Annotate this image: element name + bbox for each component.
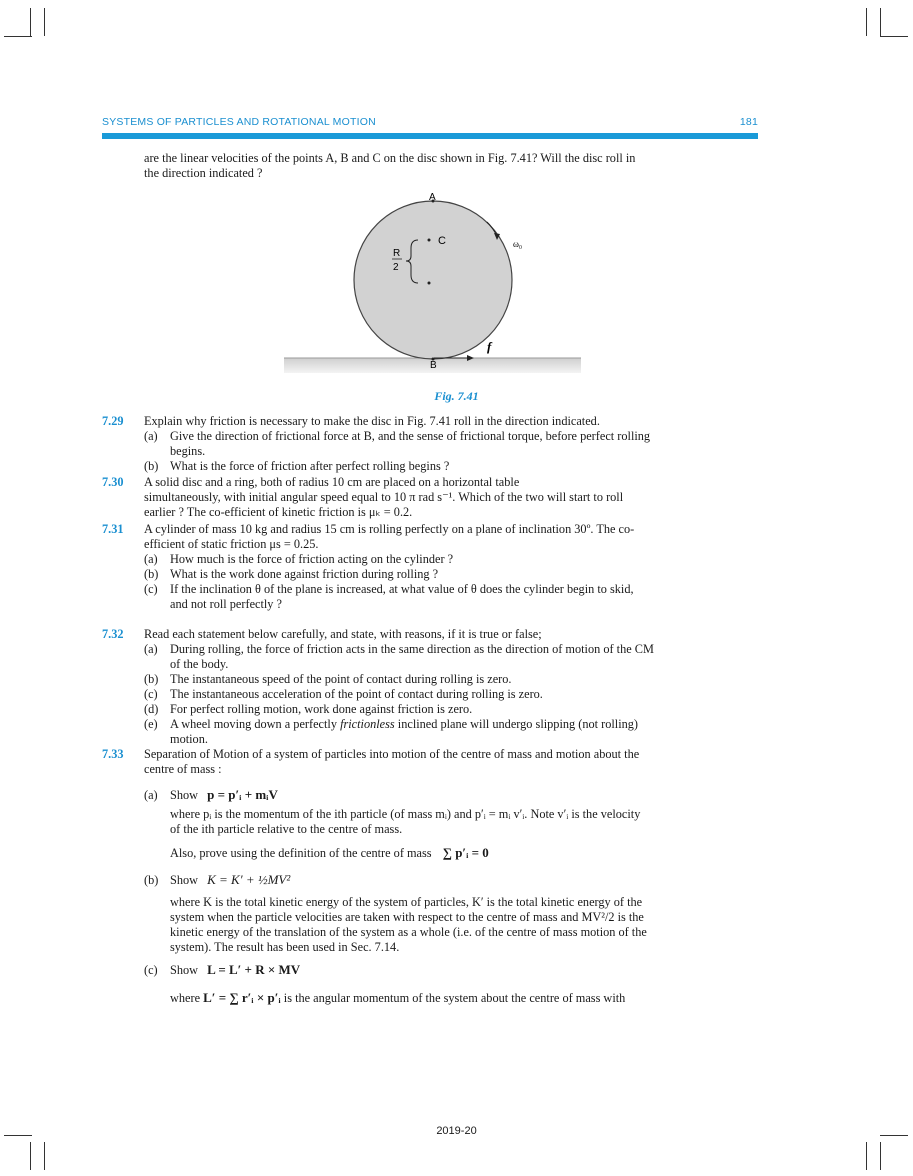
- part-a-also: Also, prove using the definition of the centre of mass ∑ p′ᵢ = 0: [170, 845, 489, 860]
- label-2: 2: [393, 262, 399, 273]
- question-number: 7.33: [102, 747, 124, 761]
- question-7-33: Separation of Motion of a system of particles into motion of the centre of mass and motion about the centre of mass :: [144, 747, 640, 776]
- label-f: f: [487, 339, 492, 354]
- figure-caption: Fig. 7.41: [434, 389, 479, 403]
- equation-l-prime: L′ = ∑ r′ᵢ × p′ᵢ: [203, 990, 281, 1005]
- intro-text: are the linear velocities of the points A, B and C on the disc shown in Fig. 7.41? Will the disc roll in the direction indicated ?: [144, 151, 636, 180]
- question-number: 7.32: [102, 627, 124, 641]
- page-number: 181: [739, 116, 758, 128]
- crop-mark: [866, 1142, 867, 1170]
- crop-mark: [44, 1142, 45, 1170]
- point-c-dot: [428, 239, 431, 242]
- label-b: B: [430, 360, 437, 371]
- question-7-29: Explain why friction is necessary to make the disc in Fig. 7.41 roll in the direction indicated. (a) Give the direction of frictional force at B, and the sense of frictional torque, before perfect rolling begins. (b) What is the force of friction after perfect rolling begins ?: [144, 414, 651, 473]
- disc: [354, 201, 512, 359]
- part-a-where: where pᵢ is the momentum of the ith particle (of mass mᵢ) and p′ᵢ = mᵢ v′ᵢ. Note v′ᵢ is the velocity of the ith particle relative to the centre of mass.: [170, 807, 641, 836]
- figure-7-41: [0, 0, 913, 400]
- part-b-where: where K is the total kinetic energy of the system of particles, K′ is the total kinetic energy of the system when the particle velocities are taken with respect to the centre of mass and MV²/2 is the kinetic energy of the translation of the system as a whole (i.e. of the centre of mass motion of the system). The result has been used in Sec. 7.14.: [170, 895, 647, 954]
- label-r: R: [393, 248, 401, 259]
- centre-dot: [428, 282, 431, 285]
- label-c: C: [438, 235, 446, 247]
- equation-a: p = p′ᵢ + mᵢV: [207, 787, 278, 802]
- question-number: 7.29: [102, 414, 124, 428]
- equation-c: L = L′ + R × MV: [207, 962, 301, 977]
- equation-sum: ∑ p′ᵢ = 0: [442, 845, 489, 860]
- equation-b: K = K′ + ½MV²: [207, 872, 291, 887]
- question-7-32: Read each statement below carefully, and state, with reasons, if it is true or false; (a) During rolling, the force of friction acts in the same direction as the direction of motion of the CM of the body. (b) The instantaneous speed of the point of contact during rolling is zero. (c) The instantaneous acceleration of the point of contact during rolling is zero. (d) For perfect rolling motion, work done against friction is zero. (e) A wheel moving down a perfectly frictionless inclined plane will undergo slipping (not rolling) motion.: [144, 627, 654, 746]
- label-omega: ω₀: [513, 239, 523, 249]
- question-number: 7.31: [102, 522, 124, 536]
- question-number: 7.30: [102, 475, 124, 489]
- question-7-30: A solid disc and a ring, both of radius 10 cm are placed on a horizontal table simultaneously, with initial angular speed equal to 10 π rad s⁻¹. Which of the two will start to roll earlier ? The co-efficient of kinetic friction is μₖ = 0.2.: [144, 475, 624, 519]
- part-c-where: where L′ = ∑ r′ᵢ × p′ᵢ is the angular momentum of the system about the centre of mass with: [170, 990, 626, 1005]
- part-a: (a) Show p = p′ᵢ + mᵢV: [144, 787, 278, 802]
- crop-mark: [880, 1142, 881, 1170]
- crop-mark: [30, 1142, 31, 1170]
- label-a: A: [429, 192, 436, 203]
- chapter-title: SYSTEMS OF PARTICLES AND ROTATIONAL MOTION: [102, 116, 376, 128]
- part-b: (b) Show K = K′ + ½MV²: [144, 872, 291, 887]
- part-c: (c) Show L = L′ + R × MV: [144, 962, 301, 977]
- footer-year: 2019-20: [436, 1125, 477, 1137]
- question-7-31: A cylinder of mass 10 kg and radius 15 cm is rolling perfectly on a plane of inclination 30º. The co- efficient of static friction μs = 0.25. (a) How much is the force of friction acting on the cylinder ? (b) What is the work done against friction during rolling ? (c) If the inclination θ of the plane is increased, at what value of θ does the cylinder begin to skid, and not roll perfectly ?: [144, 522, 635, 611]
